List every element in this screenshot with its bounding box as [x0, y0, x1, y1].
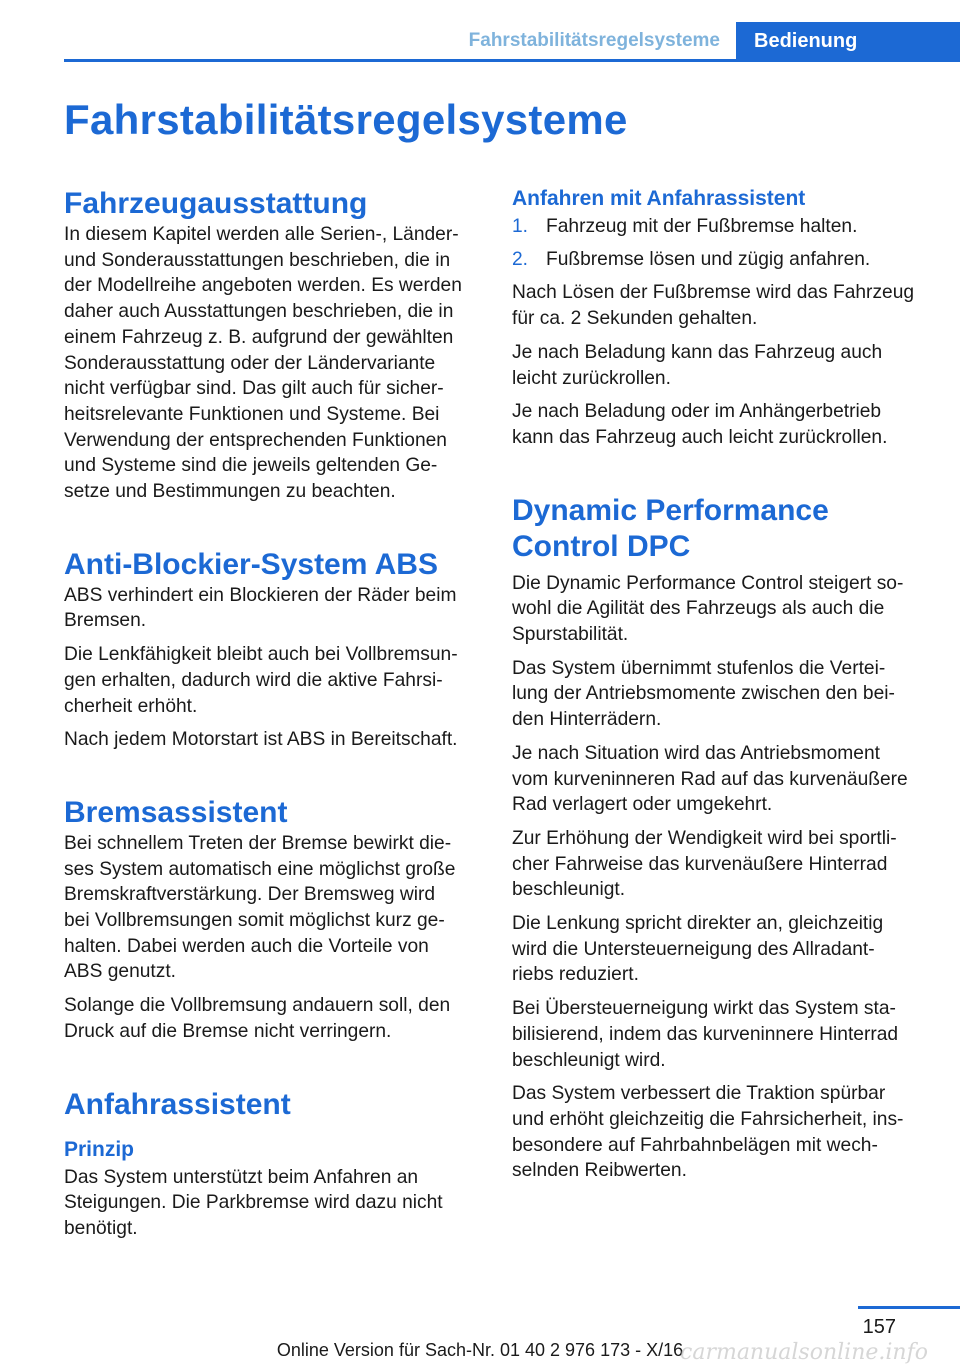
text-line: beschleunigt wird. — [512, 1049, 666, 1071]
text-line: Druck auf die Bremse nicht verringern. — [64, 1020, 392, 1042]
paragraph-dpc-1 — [512, 571, 932, 648]
step-text: Fußbremse lösen und zügig anfahren. — [546, 248, 871, 270]
heading-line: Control DPC — [512, 529, 691, 563]
text-line: wohl die Agilität des Fahrzeugs als auch die — [512, 598, 885, 620]
text-line: der Modellreihe angeboten werden. Es werden — [64, 275, 462, 297]
text-line: Bei Übersteuerneigung wirkt das System sta- — [512, 998, 896, 1020]
paragraph-brems-2 — [64, 993, 482, 1044]
text-line: Das System unterstützt beim Anfahren an — [64, 1166, 419, 1188]
paragraph-anfahren-1 — [512, 280, 932, 331]
right-column — [512, 186, 932, 1192]
header-section-title: Fahrstabilitätsregelsysteme — [468, 30, 720, 51]
text-line: Je nach Situation wird das Antriebsmoment — [512, 742, 880, 764]
paragraph-anfahren-2 — [512, 340, 932, 391]
steps-list — [512, 214, 932, 272]
paragraph-brems-1 — [64, 831, 482, 985]
text-line: ABS verhindert ein Blockieren der Räder beim — [64, 584, 457, 606]
text-line: ses System automatisch eine möglichst große — [64, 858, 456, 880]
text-line: Rad verlagert oder umgekehrt. — [512, 794, 773, 816]
paragraph-dpc-5 — [512, 911, 932, 988]
text-line: cherheit erhöht. — [64, 695, 198, 717]
text-line: ABS genutzt. — [64, 961, 176, 983]
paragraph-dpc-2 — [512, 656, 932, 733]
paragraph-anfahren-3 — [512, 399, 932, 450]
text-line: lung der Antriebsmomente zwischen den bei- — [512, 683, 895, 705]
text-line: setze und Bestimmungen zu beachten. — [64, 481, 396, 503]
list-item — [512, 247, 932, 273]
paragraph-fahrzeugausstattung — [64, 222, 482, 505]
text-line: cher Fahrweise das kurvenäußere Hinterrad — [512, 853, 888, 875]
text-line: und erhöht gleichzeitig die Fahrsicherheit, ins- — [512, 1108, 904, 1130]
text-line: Die Lenkfähigkeit bleibt auch bei Vollbremsun- — [64, 644, 458, 666]
header-chapter-tab: Bedienung — [736, 22, 960, 62]
list-item — [512, 214, 932, 240]
text-line: selnden Reibwerten. — [512, 1160, 687, 1182]
page-number: 157 — [862, 1316, 896, 1338]
subheading-anfahren-mit-anfahrassistent: Anfahren mit Anfahrassistent — [512, 187, 806, 210]
step-number: 1. — [512, 216, 529, 237]
text-line: riebs reduziert. — [512, 964, 639, 986]
page-title: Fahrstabilitätsregelsysteme — [64, 96, 628, 143]
text-line: Spurstabilität. — [512, 624, 629, 646]
text-line: Nach Lösen der Fußbremse wird das Fahrzeug — [512, 282, 915, 304]
heading-dpc — [512, 493, 932, 565]
text-line: und Sonderausstattungen beschrieben, die in — [64, 249, 451, 271]
paragraph-dpc-3 — [512, 741, 932, 818]
text-line: heitsrelevante Funktionen und Systeme. Bei — [64, 403, 440, 425]
paragraph-abs-1 — [64, 583, 482, 634]
step-text: Fahrzeug mit der Fußbremse halten. — [546, 216, 858, 237]
footer-version-text: Online Version für Sach-Nr. 01 40 2 976 173 - X/16 — [276, 1340, 684, 1360]
text-line: Die Dynamic Performance Control steigert so- — [512, 572, 904, 594]
section-gap — [64, 761, 482, 795]
heading-bremsassistent: Bremsassistent — [64, 795, 288, 829]
page-header — [0, 0, 960, 62]
text-line: Verwendung der entsprechenden Funktionen — [64, 429, 447, 451]
section-gap — [64, 1053, 482, 1087]
text-line: bei Vollbremsungen somit möglichst kurz ge- — [64, 910, 445, 932]
text-line: gen erhalten, dadurch wird die aktive Fahrsi- — [64, 669, 443, 691]
heading-abs: Anti-Blockier-System ABS — [64, 547, 438, 581]
text-line: Solange die Vollbremsung andauern soll, den — [64, 995, 451, 1017]
paragraph-prinzip — [64, 1165, 482, 1242]
paragraph-abs-2 — [64, 642, 482, 719]
text-line: Sonderausstattung oder der Ländervariante — [64, 352, 436, 374]
left-column — [64, 186, 482, 1250]
footer-rule — [858, 1306, 960, 1309]
text-line: vom kurveninneren Rad auf das kurvenäußere — [512, 768, 908, 790]
text-line: Das System verbessert die Traktion spürbar — [512, 1083, 886, 1105]
text-line: Bremskraftverstärkung. Der Bremsweg wird — [64, 884, 436, 906]
paragraph-dpc-6 — [512, 996, 932, 1073]
text-line: Das System übernimmt stufenlos die Vertei- — [512, 657, 886, 679]
step-number: 2. — [512, 248, 529, 270]
section-gap — [64, 513, 482, 547]
text-line: Nach jedem Motorstart ist ABS in Bereitschaft. — [64, 729, 458, 751]
paragraph-dpc-7 — [512, 1081, 932, 1184]
watermark-logo: carmanualsonline.info — [680, 1340, 928, 1365]
paragraph-abs-3 — [64, 727, 482, 753]
text-line: einem Fahrzeug z. B. aufgrund der gewählten — [64, 326, 454, 348]
text-line: Bei schnellem Treten der Bremse bewirkt die- — [64, 832, 452, 854]
text-line: Je nach Beladung kann das Fahrzeug auch — [512, 341, 883, 363]
text-line: besondere auf Fahrbahnbelägen mit wech- — [512, 1134, 878, 1156]
text-line: den Hinterrädern. — [512, 709, 662, 731]
text-line: Zur Erhöhung der Wendigkeit wird bei sportli- — [512, 827, 897, 849]
text-line: für ca. 2 Sekunden gehalten. — [512, 308, 758, 330]
subheading-prinzip: Prinzip — [64, 1137, 135, 1161]
text-line: Die Lenkung spricht direkter an, gleichzeitig — [512, 913, 884, 935]
text-line: bilisierend, indem das kurveninnere Hinterrad — [512, 1023, 899, 1045]
text-line: benötigt. — [64, 1217, 138, 1239]
section-gap — [512, 459, 932, 493]
text-line: und Systeme sind die jeweils geltenden Ge- — [64, 455, 438, 477]
heading-fahrzeugausstattung: Fahrzeugausstattung — [64, 187, 368, 220]
text-line: nicht verfügbar sind. Das gilt auch für sicher- — [64, 378, 444, 400]
text-line: beschleunigt. — [512, 879, 626, 901]
heading-line: Dynamic Performance — [512, 493, 829, 527]
text-line: daher auch Ausstattungen beschrieben, die in — [64, 301, 454, 323]
paragraph-dpc-4 — [512, 826, 932, 903]
text-line: kann das Fahrzeug auch leicht zurückrollen. — [512, 426, 888, 448]
heading-anfahrassistent: Anfahrassistent — [64, 1087, 291, 1121]
text-line: Je nach Beladung oder im Anhängerbetrieb — [512, 401, 882, 423]
text-line: In diesem Kapitel werden alle Serien-, Länder- — [64, 224, 459, 245]
text-line: wird die Untersteuerneigung des Allradant- — [512, 938, 875, 960]
text-line: Steigungen. Die Parkbremse wird dazu nicht — [64, 1192, 443, 1214]
text-line: Bremsen. — [64, 610, 147, 632]
header-rule — [64, 59, 736, 62]
text-line: halten. Dabei werden auch die Vorteile von — [64, 935, 429, 957]
text-line: leicht zurückrollen. — [512, 367, 671, 389]
